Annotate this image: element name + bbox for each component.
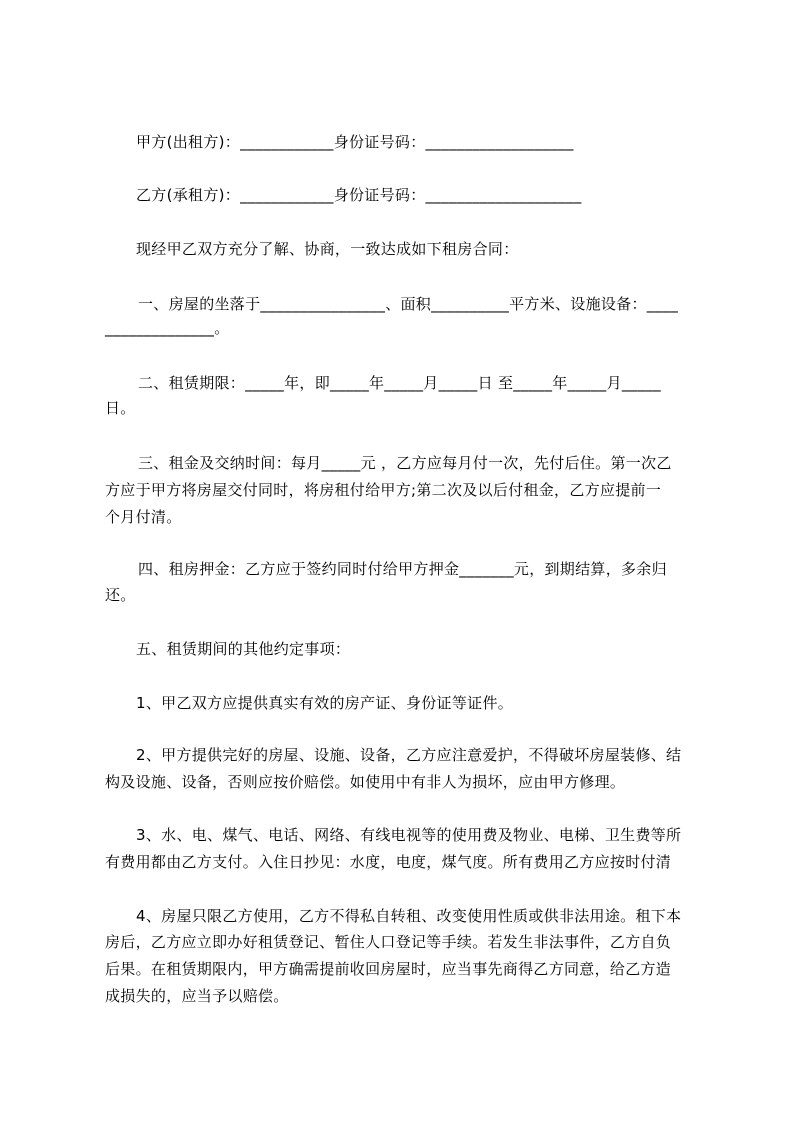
item-4-line-4: 成损失的，应当予以赔偿。 [105, 987, 289, 1005]
section-1-line-1: 一、房屋的坐落于________________、面积__________平方米、设施设备：____ [138, 295, 679, 313]
item-2-line-2: 构及设施、设备，否则应按价赔偿。如使用中有非人为损坏，应由甲方修理。 [105, 773, 626, 791]
section-3-line-1: 三、租金及交纳时间：每月_____元 ，乙方应每月付一次，先付后住。第一次乙 [138, 454, 672, 472]
item-2-line-1: 2、甲方提供完好的房屋、设施、设备，乙方应注意爱护，不得破坏房屋装修、结 [136, 746, 682, 764]
intro-line: 现经甲乙双方充分了解、协商，一致达成如下租房合同： [136, 240, 519, 258]
section-4-line-1: 四、租房押金：乙方应于签约同时付给甲方押金_______元，到期结算，多余归 [138, 560, 667, 578]
section-3-line-2: 方应于甲方将房屋交付同时，将房租付给甲方;第二次及以后付租金，乙方应提前一 [105, 481, 662, 499]
section-3-line-3: 个月付清。 [105, 508, 182, 526]
item-1-line-1: 1、甲乙双方应提供真实有效的房产证、身份证等证件。 [136, 694, 514, 712]
item-3-line-1: 3、水、电、煤气、电话、网络、有线电视等的使用费及物业、电梯、卫生费等所 [136, 826, 682, 844]
item-3-line-2: 有费用都由乙方支付。入住日抄见：水度，电度，煤气度。所有费用乙方应按时付清 [105, 853, 672, 871]
party-b-line: 乙方(承租方)：____________身份证号码：____________________ [136, 186, 582, 204]
item-4-line-1: 4、房屋只限乙方使用，乙方不得私自转租、改变使用性质或供非法用途。租下本 [136, 907, 682, 925]
section-2-line-2: 日。 [105, 399, 136, 417]
section-5-line-1: 五、租赁期间的其他约定事项： [136, 640, 351, 658]
section-1-line-2: ______________。 [105, 319, 230, 337]
item-4-line-3: 后果。在租赁期限内，甲方确需提前收回房屋时，应当事先商得乙方同意，给乙方造 [105, 960, 672, 978]
party-a-line: 甲方(出租方)：____________身份证号码：___________________ [136, 133, 574, 151]
item-4-line-2: 房后，乙方应立即办好租赁登记、暂住人口登记等手续。若发生非法事件，乙方自负 [105, 933, 672, 951]
section-4-line-2: 还。 [105, 586, 136, 604]
section-2-line-1: 二、租赁期限：_____年，即_____年_____月_____日 至_____年_____月_____ [138, 374, 661, 392]
